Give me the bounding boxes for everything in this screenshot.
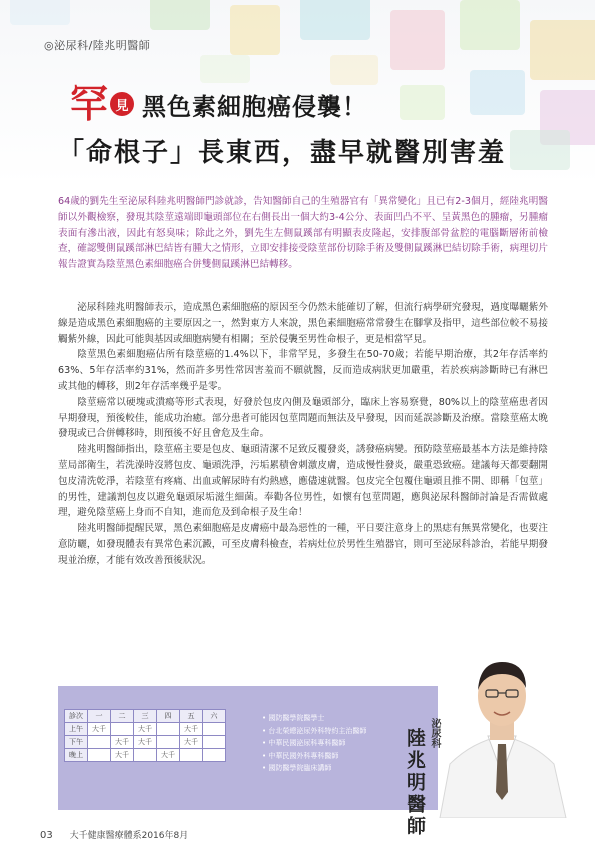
headline-big-char: 罕 <box>70 82 109 126</box>
doctor-credentials <box>262 712 366 775</box>
clinic-schedule-table <box>64 709 226 762</box>
schedule-cell <box>134 749 157 762</box>
schedule-cell <box>111 723 134 736</box>
schedule-row-label: 下午 <box>65 736 88 749</box>
schedule-corner: 診次 <box>65 710 88 723</box>
schedule-cell <box>180 749 203 762</box>
schedule-row-label: 上午 <box>65 723 88 736</box>
schedule-cell <box>157 736 180 749</box>
schedule-day: 五 <box>180 710 203 723</box>
schedule-row-label: 晚上 <box>65 749 88 762</box>
schedule-cell: 大千 <box>88 723 111 736</box>
schedule-cell: 大千 <box>157 749 180 762</box>
schedule-cell <box>203 749 226 762</box>
schedule-cell: 大千 <box>180 736 203 749</box>
intro-paragraph: 64歲的劉先生至泌尿科陸兆明醫師門診就診，告知醫師自己的生殖器官有「異常變化」且已有2-3個月，經陸兆明醫師以外觀檢察，發現其陰莖遠端即龜頭部位在右側長出一個大約3-4公分、表面凹凸不平、呈黃黑色的腫瘤，另腫瘤表面有滲出液，因此有怒臭味；除此之外，劉先生左側鼠蹊部有明顯表皮隆起，安排腹部骨盆腔的電腦斷層術前檢查，確認雙側鼠蹊部淋巴結皆有腫大之情形，立即安排接受陰莖部份切除手術及雙側鼠蹊淋巴結切除手術，病理切片報告證實為陰莖黑色素細胞癌合併雙側鼠蹊淋巴結轉移。 <box>58 196 548 271</box>
body-paragraph: 陸兆明醫師提醒民眾，黑色素細胞癌是皮膚癌中最為惡性的一種，平日要注意身上的黑痣有無異常變化，也要注意防曬，如發現體表有異常色素沉澱，可至皮膚科檢查，若病灶位於男性生殖器官，則可至泌尿科診治，若能早期發現並治療，才能有效改善預後狀況。 <box>58 523 548 566</box>
schedule-day: 三 <box>134 710 157 723</box>
schedule-cell: 大千 <box>111 736 134 749</box>
body-paragraph: 陰莖癌常以硬塊或潰瘍等形式表現，好發於包皮內側及龜頭部分，臨床上容易察覺，80%以上的陰莖癌患者因早期發現，預後較佳，能成功治癒。部分患者可能因包莖問題而無法及早發現，因而延誤診斷及治療。當陰莖癌太晚發現或已合併轉移時，則預後不好且會危及生命。 <box>58 396 548 440</box>
schedule-row <box>65 723 226 736</box>
schedule-cell: 大千 <box>134 736 157 749</box>
publication-name: 大千健康醫療體系2016年8月 <box>69 831 189 841</box>
schedule-cell: 大千 <box>134 723 157 736</box>
page-footer <box>40 828 188 841</box>
schedule-cell: 大千 <box>111 749 134 762</box>
credential-item: • 國防醫學院臨床講師 <box>262 762 366 775</box>
credential-item: • 國防醫學院醫學士 <box>262 712 366 725</box>
credential-item: • 中華民國泌尿科專科醫師 <box>262 737 366 750</box>
credential-item: • 台北榮總泌尿外科特約主治醫師 <box>262 725 366 738</box>
article-body <box>58 300 548 569</box>
schedule-cell <box>203 723 226 736</box>
schedule-cell <box>157 723 180 736</box>
schedule-cell: 大千 <box>180 723 203 736</box>
headline-text: 黑色素細胞癌侵襲！ <box>142 92 368 121</box>
schedule-cell <box>203 736 226 749</box>
body-paragraph: 陰莖黑色素細胞癌佔所有陰莖癌的1.4%以下，非常罕見，多發生在50-70歲；若能早期治療，其2年存活率約63%、5年存活率約31%，然而許多男性常因害羞而不願就醫，反而造成病狀更加嚴重，若於疾病診斷時已有淋巴或其他的轉移，則2年存活率幾乎是零。 <box>58 349 548 392</box>
schedule-day: 二 <box>111 710 134 723</box>
body-paragraph: 陸兆明醫師指出，陰莖癌主要是包皮、龜頭清潔不足致反覆發炎，誘發癌病變。預防陰莖癌最基本方法是維持陰莖局部衛生，若洗澡時沒將包皮、龜頭洗淨，污垢累積會刺激皮膚，造成慢性發炎，嚴重恐致癌。建議每天都要翻開包皮清洗乾淨，若陰莖有疼痛、出血或解尿時有灼熱感，應儘速就醫。包皮完全包覆住龜頭且推不開、即稱「包莖」的男性，建議割包皮以避免龜頭尿垢滋生細菌。奉勸各位男性，如懷有包莖問題，應與泌尿科醫師討論是否需做處理，避免陰莖癌上身而不自知，進而危及到命根子及生命！ <box>58 444 548 519</box>
headline-line-1 <box>70 84 367 124</box>
doctor-role: 泌尿科 <box>429 718 440 748</box>
schedule-row <box>65 736 226 749</box>
doctor-name: 陸兆明醫師 <box>404 728 426 838</box>
page-number: 03 <box>40 830 53 841</box>
headline-line-2: 「命根子」長東西，盡早就醫別害羞 <box>58 138 507 168</box>
schedule-row <box>65 749 226 762</box>
doctor-portrait <box>432 624 572 818</box>
body-paragraph: 泌尿科陸兆明醫師表示，造成黑色素細胞癌的原因至今仍然未能確切了解，但流行病學研究發現，過度曝曬紫外線是造成黑色素細胞癌的主要原因之一，然對東方人來說，黑色素細胞癌常常發生在腳掌及指甲，這些部位較不易接觸紫外線，因此可能與基因或細胞病變有相關；至於侵襲至男性命根子，更是相當罕見。 <box>58 302 548 345</box>
headline-circle-char: 見 <box>110 92 134 116</box>
schedule-cell <box>88 749 111 762</box>
department-line: ◎泌尿科/陸兆明醫師 <box>44 39 151 52</box>
schedule-day: 一 <box>88 710 111 723</box>
schedule-cell <box>88 736 111 749</box>
schedule-header-row <box>65 710 226 723</box>
schedule-day: 四 <box>157 710 180 723</box>
schedule-day: 六 <box>203 710 226 723</box>
credential-item: • 中華民國外科專科醫師 <box>262 750 366 763</box>
